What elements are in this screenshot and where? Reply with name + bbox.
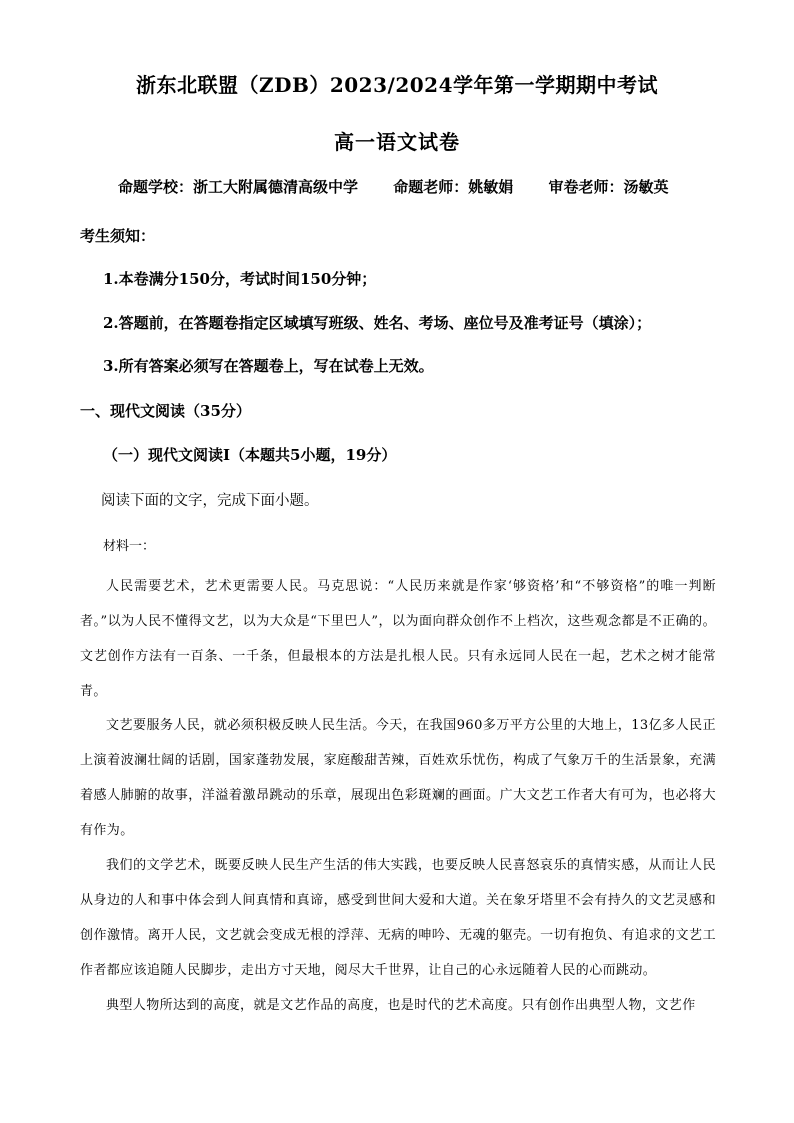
section-heading: 一、现代文阅读（35分） xyxy=(80,402,251,420)
reading-instruction: 阅读下面的文字，完成下面小题。 xyxy=(101,493,319,509)
exam-meta-line xyxy=(118,176,738,197)
material-paragraph: 文艺要服务人民，就必须积极反映人民生活。今天，在我国960多万平方公里的大地上，13亿多人民正上演着波澜壮阔的话剧，国家蓬勃发展，家庭酸甜苦辣，百姓欢乐忧伤，构成了气象万千的生活景象，充满着感人肺腑的故事，洋溢着激昂跳动的乐章，展现出色彩斑斓的画面。广大文艺工作者大有可为，也必将大有作为。 xyxy=(80,718,716,838)
exam-subtitle: 高一语文试卷 xyxy=(334,130,460,154)
notice-item-1: 1.本卷满分150分，考试时间150分钟； xyxy=(103,270,377,288)
material-label: 材料一： xyxy=(103,539,156,554)
notice-item-3: 3.所有答案必须写在答题卷上，写在试卷上无效。 xyxy=(103,357,434,375)
reviewer: 审卷老师：汤敏英 xyxy=(548,178,669,196)
setting-school: 命题学校：浙工大附属德清高级中学 xyxy=(118,178,359,196)
material-paragraph: 人民需要艺术，艺术更需要人民。马克思说：“人民历来就是作家‘够资格’和“不够资格”的唯一判断者。”以为人民不懂得文艺，以为大众是“下里巴人”，以为面向群众创作不上档次，这些观念都是不正确的。文艺创作方法有一百条、一千条，但最根本的方法是扎根人民。只有永远同人民在一起，艺术之树才能常青。 xyxy=(80,579,716,699)
sub-section-heading: （一）现代文阅读Ⅰ（本题共5小题，19分） xyxy=(103,446,397,464)
material-paragraph: 典型人物所达到的高度，就是文艺作品的高度，也是时代的艺术高度。只有创作出典型人物，文艺作 xyxy=(106,998,696,1013)
question-setter: 命题老师：姚敏娟 xyxy=(393,178,514,196)
material-paragraph: 我们的文学艺术，既要反映人民生产生活的伟大实践，也要反映人民喜怒哀乐的真情实感，从而让人民从身边的人和事中体会到人间真情和真谛，感受到世间大爱和大道。关在象牙塔里不会有持久的文艺灵感和创作激情。离开人民，文艺就会变成无根的浮萍、无病的呻吟、无魂的躯壳。一切有抱负、有追求的文艺工作者都应该追随人民脚步，走出方寸天地，阅尽大千世界，让自己的心永远随着人民的心而跳动。 xyxy=(80,858,716,978)
notice-heading: 考生须知： xyxy=(80,227,156,245)
notice-item-2: 2.答题前，在答题卷指定区域填写班级、姓名、考场、座位号及准考证号（填涂）； xyxy=(103,314,652,332)
exam-title: 浙东北联盟（ZDB）2023/2024学年第一学期期中考试 xyxy=(136,73,658,97)
